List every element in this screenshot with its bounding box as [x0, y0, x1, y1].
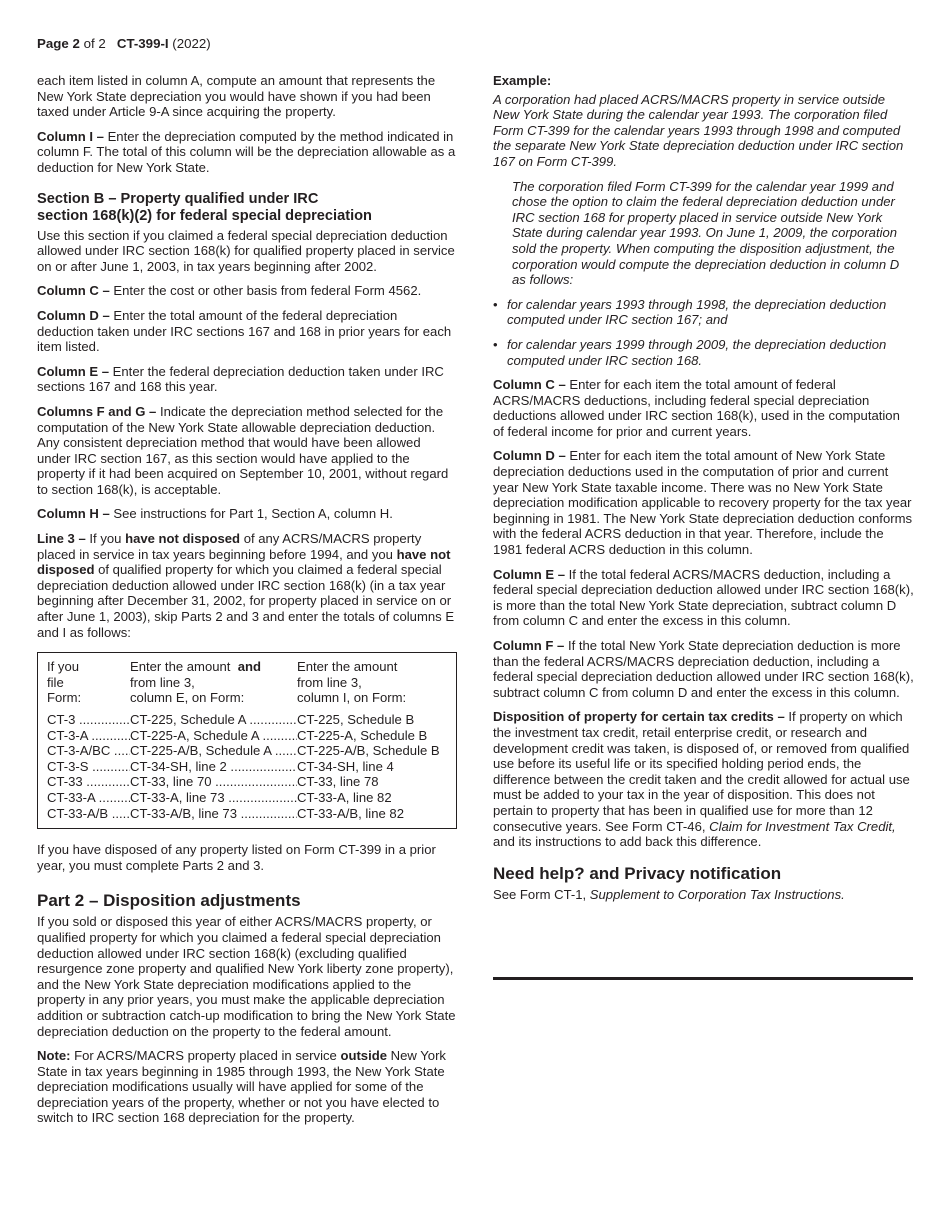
page-header [37, 36, 211, 52]
header-line: column E, on Form: [130, 690, 245, 706]
column-d-text: Enter the total amount of the federal depreciation deduction taken under IRC sections 167 and 168 in prior years for each item listed. [37, 307, 452, 355]
table-cell: CT-225-A/B, Schedule B [297, 743, 440, 759]
column-c-paragraph [37, 283, 457, 299]
section-b-paragraph: Use this section if you claimed a federal special depreciation deduction allowed under IRC section 168(k) for qualified property placed in service on or after June 1, 2003, in tax years beginning after 2002. [37, 227, 455, 274]
columns-f-g-paragraph [37, 404, 457, 498]
form-id: CT-399-I [116, 36, 169, 51]
form-lookup-table [37, 652, 457, 829]
table-cell: CT-33-A/B, line 82 [297, 805, 404, 821]
header-line: column I, on Form: [297, 690, 407, 706]
header-line: from line 3, [297, 674, 362, 690]
right-column-e-label: Column E – [493, 566, 566, 582]
line-3-paragraph [37, 531, 457, 640]
disposition-label: Disposition of property for certain tax credits – [493, 709, 785, 725]
table-cell: CT-3 ..... [47, 712, 130, 728]
help-publication-title: Supplement to Corporation Tax Instructions. [589, 886, 845, 902]
section-divider [493, 977, 913, 980]
table-cell: CT-33-A, line 82 [297, 789, 392, 805]
section-b-heading [37, 191, 457, 225]
part-2-paragraph: If you sold or disposed this year of either ACRS/MACRS property, or qualified property for which you claimed a federal special depreciation deduction allowed under IRC section 168(k) (excluding qualified resurgence zone property and qualified New York liberty zone property), and the New York State depreciation modifications applied to the property in any prior years, you must make the applicable depreciation addition or subtraction catch-up modification to bring the New York State depreciation deduction on the property to the federal amount. [37, 914, 456, 1039]
section-b-title-line1: Section B – Property qualified under IRC [37, 190, 319, 207]
table-row [47, 759, 447, 775]
table-row [47, 774, 447, 790]
disposition-paragraph [493, 709, 914, 849]
table-header-column-e [130, 659, 297, 706]
right-column [493, 73, 914, 911]
page-of: of 2 [83, 36, 106, 51]
right-column-e-paragraph [493, 567, 914, 629]
help-paragraph [493, 887, 914, 903]
right-column-d-paragraph [493, 448, 914, 557]
list-item [493, 337, 914, 368]
columns-f-g-label: Columns F and G – [37, 403, 157, 419]
example-indented-paragraph: The corporation filed Form CT-399 for the calendar year 1999 and chose the option to claim the federal depreciation deduction under IRC section 168 for property placed in service outside New York State during calendar year 1993. On June 1, 2009, the corporation sold the property. When computing the disposition adjustment, the corporation would compute the depreciation deduction in column D as follows: [512, 178, 900, 288]
column-h-paragraph [37, 506, 457, 522]
table-cell: CT-225, Schedule A ..... [130, 712, 297, 728]
bullet-text: for calendar years 1999 through 2009, the depreciation deduction computed under IRC section 168. [507, 336, 887, 368]
table-row [47, 712, 447, 728]
disposition-form-title: Claim for Investment Tax Credit, [709, 818, 896, 834]
example-paragraph [493, 92, 914, 170]
column-h-label: Column H – [37, 506, 110, 522]
table-cell: CT-225-A/B, Schedule A ..... [130, 743, 297, 759]
table-cell: CT-33-A ..... [47, 790, 130, 806]
disposition-text-end: and its instructions to add back this difference. [493, 834, 762, 850]
right-column-f-text: If the total New York State depreciation deduction is more than the federal ACRS/MACRS depreciation deduction, including a federal special depreciation deduction allowed under IRC section 168(k), subtract column C from column D and enter the excess in this column. [493, 638, 914, 700]
line-3-emphasis: have not disposed [125, 531, 241, 547]
table-row [47, 790, 447, 806]
column-d-label: Column D – [37, 307, 110, 323]
column-c-label: Column C – [37, 283, 110, 299]
table-cell: CT-33-A/B ..... [47, 806, 130, 822]
list-item [493, 297, 914, 328]
line-3-text: of qualified property for which you claimed a federal special depreciation deduction allowed under IRC section 168(k) (in a tax year beginning after December 31, 2002, for property placed in service on or after June 1, 2003), skip Parts 2 and 3 and enter the totals of columns E and I as follows: [37, 562, 455, 640]
header-line: from line 3, [130, 674, 195, 690]
table-cell: CT-33, line 78 [297, 774, 379, 790]
table-cell: CT-33-A, line 73 ..... [130, 790, 297, 806]
example-text: A corporation had placed ACRS/MACRS property in service outside New York State during the calendar year 1993. The corporation filed Form CT-399 for the calendar years 1993 through 1998 and computed the separate New York State depreciation deduction under IRC section 167 on Form CT-399. [493, 91, 904, 169]
page-label: Page 2 [37, 36, 80, 51]
right-column-e-text: If the total federal ACRS/MACRS deduction, including a federal special depreciation deduction allowed under IRC section 168(k), is more than the total New York State depreciation, subtract column D from column C and enter the excess in this column. [493, 566, 914, 629]
help-text: See Form CT-1, [493, 886, 587, 902]
right-column-c-label: Column C – [493, 377, 566, 393]
column-i-label: Column I – [37, 128, 104, 144]
header-line: If you [47, 659, 80, 675]
intro-paragraph: each item listed in column A, compute an amount that represents the New York State depreciation you would have shown if you had been taxed under Article 9-A since acquiring the property. [37, 73, 436, 120]
part-2-heading: Part 2 – Disposition adjustments [37, 891, 301, 911]
note-label: Note: [37, 1048, 71, 1064]
table-cell: CT-3-S ..... [47, 759, 130, 775]
column-e-paragraph [37, 364, 457, 395]
table-cell: CT-33, line 70 ..... [130, 774, 297, 790]
table-cell: CT-225, Schedule B [297, 712, 415, 727]
after-table-paragraph: If you have disposed of any property listed on Form CT-399 in a prior year, you must complete Parts 2 and 3. [37, 842, 436, 873]
table-cell: CT-33-A/B, line 73 ..... [130, 806, 297, 822]
right-column-c-paragraph [493, 377, 914, 439]
column-i-text: Enter the depreciation computed by the method indicated in column F. The total of this column will be the depreciation allowable as a deduction for New York State. [37, 128, 456, 175]
line-3-emphasis: have not disposed [37, 546, 451, 578]
line-3-text: of any ACRS/MACRS property placed in service in tax years beginning before 1994, and you [37, 531, 422, 562]
table-cell: CT-225-A, Schedule B [297, 727, 428, 743]
table-cell: CT-3-A/BC ..... [47, 743, 130, 759]
column-h-text: See instructions for Part 1, Section A, column H. [113, 506, 393, 522]
right-column-d-label: Column D – [493, 448, 566, 464]
right-column-d-text: Enter for each item the total amount of New York State depreciation deductions used in the computation of prior and current year New York State taxable income. There was no New York State depreciation modification applicable to recovery property for the tax year beginning in 1981. The New York State depreciation deduction conforms with the federal ACRS deduction in that year. Therefore, include the 1981 federal ACRS deduction in this column. [493, 448, 913, 558]
table-cell: CT-225-A, Schedule A ..... [130, 728, 297, 744]
table-cell: CT-34-SH, line 2 ..... [130, 759, 297, 775]
table-cell: CT-3-A ..... [47, 728, 130, 744]
header-line: Enter the amount [297, 659, 398, 675]
table-row [47, 728, 447, 744]
line-3-label: Line 3 – [37, 531, 86, 547]
form-year: (2022) [172, 36, 211, 51]
table-header-column-i [297, 659, 447, 706]
right-column-f-paragraph [493, 638, 914, 700]
column-c-text: Enter the cost or other basis from federal Form 4562. [113, 283, 422, 299]
bullet-icon: • [493, 296, 498, 312]
columns-f-g-text: Indicate the depreciation method selected for the computation of the New York State allowable depreciation deduction. Any consistent depreciation method that would have been allowed under IRC section 167, as this section would have applied to the property if it had been acquired on September 10, 2001, without regard to section 168(k), is acceptable. [37, 403, 449, 497]
table-header-form [47, 659, 130, 706]
table-row [47, 806, 447, 822]
line-3-text: If you [89, 531, 122, 547]
column-i-paragraph [37, 129, 457, 176]
column-e-text: Enter the federal depreciation deduction taken under IRC sections 167 and 168 this year. [37, 363, 444, 395]
example-title: Example: [493, 73, 552, 88]
help-heading: Need help? and Privacy notification [493, 863, 782, 883]
table-cell: CT-34-SH, line 4 [297, 758, 394, 774]
bullet-icon: • [493, 336, 498, 352]
header-emphasis: and [237, 659, 262, 675]
note-text: New York State in tax years beginning in 1985 through 1993, the New York State depreciation modifications usually will have applied for some of the depreciation years of the property, whether or not you have elected to switch to IRC section 168 depreciation for the property. [37, 1048, 446, 1126]
table-cell: CT-33 ..... [47, 774, 130, 790]
header-line: Enter the amount [130, 659, 231, 675]
note-emphasis: outside [340, 1048, 388, 1064]
table-row [47, 743, 447, 759]
example-heading [493, 73, 914, 89]
header-line: Form: [47, 690, 82, 706]
column-d-paragraph [37, 308, 457, 355]
column-e-label: Column E – [37, 363, 110, 379]
note-text: For ACRS/MACRS property placed in service [74, 1048, 337, 1064]
disposition-text: If property on which the investment tax credit, retail enterprise credit, or research and development credit was taken, is disposed of, or removed from qualified use before its useful life or its specified holding period ends, the difference between the credit taken and the credit allowed for actual use must be added to your tax in the year of disposition. This does not pertain to property that has been in qualified use for more than 12 consecutive years. See Form CT-46, [493, 709, 910, 834]
left-column [37, 73, 457, 1135]
header-line: file [47, 674, 64, 690]
section-b-title-line2: section 168(k)(2) for federal special depreciation [37, 207, 372, 224]
note-paragraph [37, 1048, 457, 1126]
right-column-f-label: Column F – [493, 638, 565, 653]
bullet-text: for calendar years 1993 through 1998, the depreciation deduction computed under IRC section 167; and [507, 296, 887, 328]
table-header-row [47, 659, 447, 706]
right-column-c-text: Enter for each item the total amount of federal ACRS/MACRS deductions, including federal special depreciation deductions allowed under IRC section 168(k), used in the computation of federal income for prior and current years. [493, 377, 900, 439]
